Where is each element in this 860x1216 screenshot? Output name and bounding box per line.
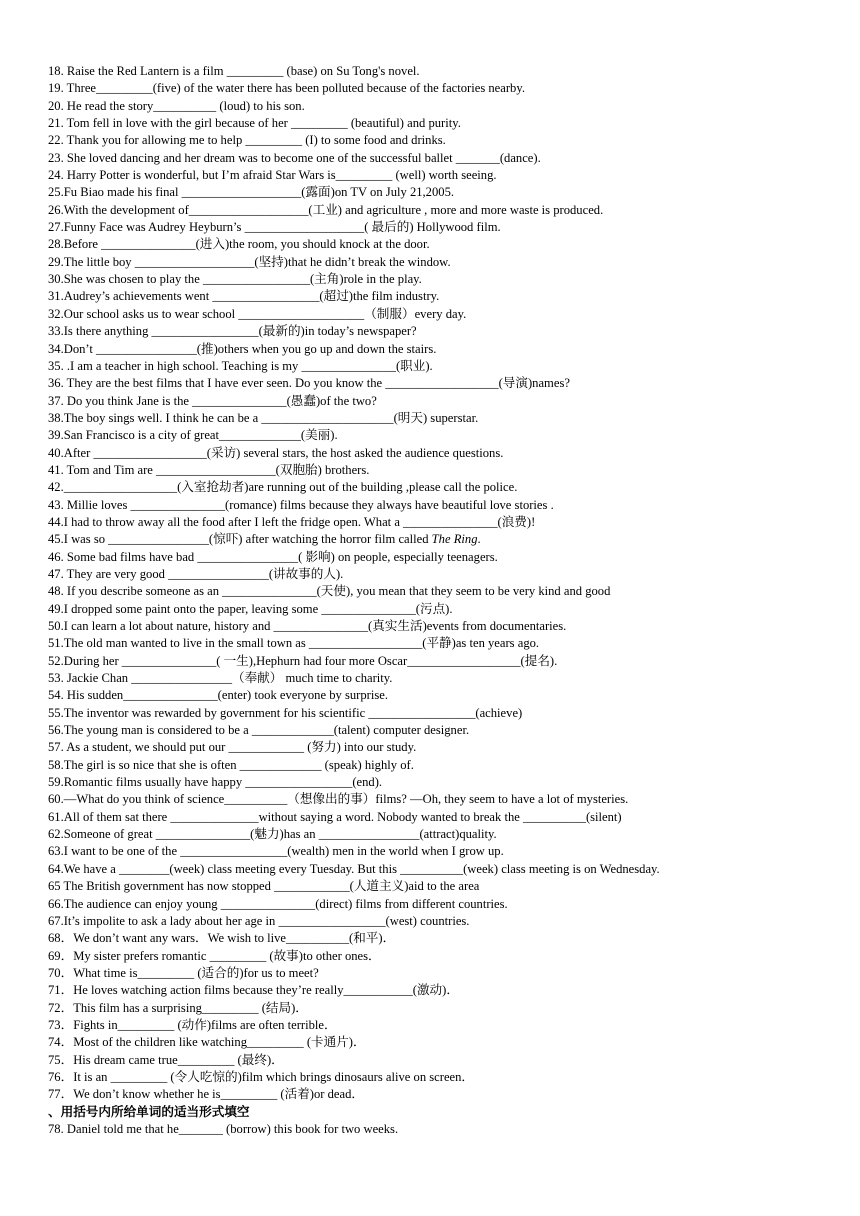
exercise-line: 32.Our school asks us to wear school ____________________（制服）every day. <box>48 306 467 321</box>
exercise-line: 67.It’s impolite to ask a lady about her age in _________________(west) countries. <box>48 913 470 928</box>
exercise-line: 63.I want to be one of the _________________(wealth) men in the world when I grow up. <box>48 844 504 859</box>
exercise-line: 73．Fights in_________ (动作)films are often terrible． <box>48 1017 337 1032</box>
exercise-line: 19. Three_________(five) of the water there has been polluted because of the factories nearby. <box>48 81 525 96</box>
exercise-line: 28.Before _______________(进入)the room, you should knock at the door. <box>48 237 430 252</box>
exercise-line: 23. She loved dancing and her dream was to become one of the successful ballet _______(dance). <box>48 150 541 165</box>
exercise-line: 36. They are the best films that I have ever seen. Do you know the __________________(导演)names? <box>48 376 570 391</box>
exercise-line: 45.I was so ________________(惊吓) after watching the horror film called The Ring. <box>48 532 481 547</box>
exercise-line: 77．We don’t know whether he is_________ (活着)or dead． <box>48 1087 364 1102</box>
exercise-line: 27.Funny Face was Audrey Heyburn’s ___________________( 最后的) Hollywood film. <box>48 220 501 235</box>
section-heading: 、用括号内所给单词的适当形式填空 <box>48 1104 250 1119</box>
exercise-line: 53. Jackie Chan ________________（奉献） much time to charity. <box>48 671 393 686</box>
exercise-line: 78. Daniel told me that he_______ (borrow) this book for two weeks. <box>48 1121 399 1136</box>
exercise-line: 52.During her _______________( 一生),Hephurn had four more Oscar__________________(提名). <box>48 653 558 668</box>
exercise-line: 21. Tom fell in love with the girl because of her _________ (beautiful) and purity. <box>48 116 461 131</box>
exercise-line: 31.Audrey’s achievements went _________________(超过)the film industry. <box>48 289 440 304</box>
exercise-line: 55.The inventor was rewarded by government for his scientific _________________(achieve) <box>48 705 523 720</box>
exercise-line: 42.__________________(入室抢劫者)are running out of the building ,please call the police. <box>48 480 518 495</box>
exercise-line: 40.After __________________(采访) several stars, the host asked the audience questions. <box>48 445 504 460</box>
exercise-line: 44.I had to throw away all the food after I left the fridge open. What a _______________(浪费)! <box>48 514 536 529</box>
exercise-line: 57. As a student, we should put our ____________ (努力) into our study. <box>48 740 417 755</box>
worksheet-page <box>48 63 848 1138</box>
exercise-line: 26.With the development of___________________(工业) and agriculture , more and more waste is produced. <box>48 202 604 217</box>
exercise-line: 56.The young man is considered to be a _____________(talent) computer designer. <box>48 723 470 738</box>
exercise-line: 72．This film has a surprising_________ (结局)． <box>48 1000 308 1015</box>
exercise-line: 35. .I am a teacher in high school. Teaching is my _______________(职业). <box>48 358 433 373</box>
exercise-line: 62.Someone of great _______________(魅力)has an ________________(attract)quality. <box>48 827 497 842</box>
exercise-line: 50.I can learn a lot about nature, history and _______________(真实生活)events from documentaries. <box>48 619 567 633</box>
exercise-line: 68．We don’t want any wars．We wish to live__________(和平)． <box>48 931 396 946</box>
exercise-line: 71．He loves watching action films because they’re really___________(激动)． <box>48 983 459 998</box>
exercise-line: 18. Raise the Red Lantern is a film _________ (base) on Su Tong's novel. <box>48 64 420 78</box>
exercise-line: 29.The little boy ___________________(坚持)that he didn’t break the window. <box>48 254 451 269</box>
exercise-line: 25.Fu Biao made his final ___________________(露面)on TV on July 21,2005. <box>48 185 455 200</box>
exercise-line: 64.We have a ________(week) class meeting every Tuesday. But this __________(week) class meeting is on Wednesday. <box>48 861 660 876</box>
exercise-line: 74．Most of the children like watching_________ (卡通片)． <box>48 1035 366 1050</box>
exercise-line: 54. His sudden_______________(enter) took everyone by surprise. <box>48 688 388 703</box>
exercise-line: 39.San Francisco is a city of great_____________(美丽). <box>48 428 338 443</box>
exercise-line: 51.The old man wanted to live in the small town as __________________(平静)as ten years ago. <box>48 636 540 651</box>
exercise-line: 34.Don’t ________________(推)others when you go up and down the stairs. <box>48 341 437 356</box>
exercise-line: 66.The audience can enjoy young _______________(direct) films from different countries. <box>48 896 508 911</box>
exercise-line: 65 The British government has now stopped ____________(人道主义)aid to the area <box>48 879 480 894</box>
exercise-line: 76．It is an _________ (令人吃惊的)film which brings dinosaurs alive on screen． <box>48 1069 475 1084</box>
exercise-line: 38.The boy sings well. I think he can be a _____________________(明天) superstar. <box>48 410 479 425</box>
exercise-line: 41. Tom and Tim are ___________________(双胞胎) brothers. <box>48 462 370 477</box>
exercise-line: 48. If you describe someone as an _______________(天使), you mean that they seem to be very kind and good <box>48 584 611 599</box>
exercise-line: 58.The girl is so nice that she is often _____________ (speak) highly of. <box>48 757 414 772</box>
exercise-line: 24. Harry Potter is wonderful, but I’m afraid Star Wars is_________ (well) worth seeing. <box>48 168 497 183</box>
exercise-line: 70．What time is_________ (适合的)for us to meet? <box>48 965 319 980</box>
exercise-line: 22. Thank you for allowing me to help _________ (I) to some food and drinks. <box>48 133 446 148</box>
exercise-line: 46. Some bad films have bad ________________( 影响) on people, especially teenagers. <box>48 549 498 564</box>
exercise-line: 49.I dropped some paint onto the paper, leaving some _______________(污点). <box>48 601 453 616</box>
exercise-line: 20. He read the story__________ (loud) to his son. <box>48 98 305 113</box>
exercise-line: 43. Millie loves _______________(romance) films because they always have beautiful love stories . <box>48 497 554 512</box>
exercise-line: 75．His dream came true_________ (最终)． <box>48 1052 284 1067</box>
exercise-line: 61.All of them sat there ______________without saying a word. Nobody wanted to break the __________(silent) <box>48 809 622 824</box>
exercise-line: 47. They are very good ________________(讲故事的人). <box>48 566 344 581</box>
exercise-line: 33.Is there anything _________________(最新的)in today’s newspaper? <box>48 324 417 339</box>
exercise-line: 60.—What do you think of science__________（想像出的事）films? —Oh, they seem to have a lot of mysteries. <box>48 792 629 807</box>
exercise-line: 30.She was chosen to play the _________________(主角)role in the play. <box>48 272 422 287</box>
exercise-line: 69．My sister prefers romantic _________ (故事)to other ones． <box>48 948 381 963</box>
exercise-line: 59.Romantic films usually have happy _________________(end). <box>48 775 383 790</box>
exercise-line: 37. Do you think Jane is the _______________(愚蠢)of the two? <box>48 393 377 408</box>
